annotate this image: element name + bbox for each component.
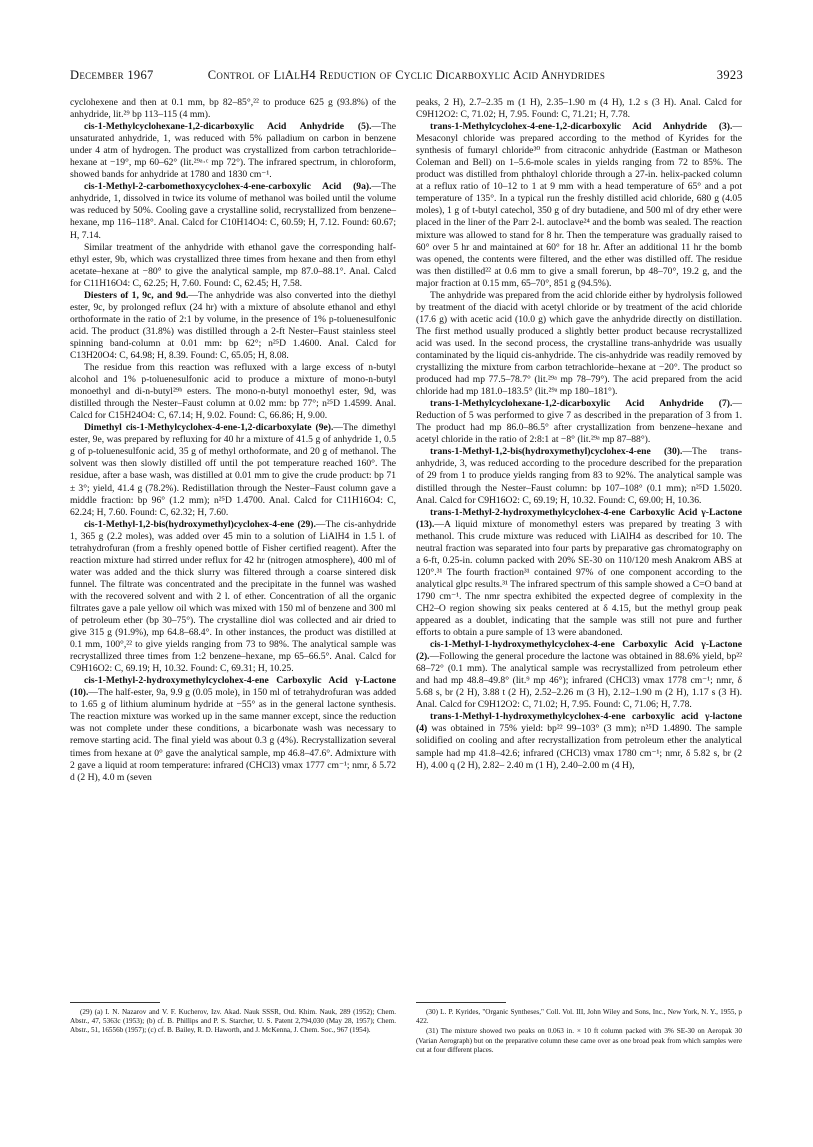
paragraph xyxy=(70,290,396,362)
paragraph xyxy=(416,121,742,290)
footnote: (29) (a) I. N. Nazarov and V. F. Kucherov, Izv. Akad. Nauk SSSR, Otd. Khim. Nauk, 289 (1952); Chem. Abstr., 47, 5363c (1953); (b) cf. B. Phillips and P. S. Starcher, U. S. Patent 2,794,030 (May 28, 1957); Chem. Abstr., 51, 16556b (1957); (c) cf. B. Bailey, R. D. Haworth, and J. McKenna, J. Chem. Soc., 967 (1954). xyxy=(70,1008,396,1035)
header-date: December 1967 xyxy=(70,68,154,82)
compound-heading: trans-1-Methyl-2-hydroxymethylcyclohex-4-ene Carboxylic Acid γ-Lactone (13). xyxy=(416,506,742,530)
paragraph xyxy=(70,362,396,422)
compound-heading: cis-1-Methyl-1,2-bis(hydroxymethyl)cyclohex-4-ene (29). xyxy=(84,518,316,530)
compound-heading: cis-1-Methyl-2-hydroxymethylcyclohex-4-ene Carboxylic Acid γ-Lactone (10). xyxy=(70,675,396,699)
paragraph-text: —A liquid mixture of monomethyl esters was prepared by treating 3 with methanol. This crude mixture was reduced with LiAlH4 as described for 10. The neutral fraction was separated into four parts by preparative gas chromatography on a 6-ft, 0.25-in. column packed with 20% SE-30 on 110/120 mesh Anakrom ABS at 120°.³¹ The fourth fraction³¹ contained 97% of one component according to the analytical glpc results.³¹ The infrared spectrum of this sample showed a C=O band at 1790 cm⁻¹. The nmr spectra exhibited the expected degree of complexity in the CH2–O region showing six peaks centered at δ 4.15, but the methyl group peak appeared as a doublet, indicating that the sample was still not pure and further efforts to obtain a pure sample of 13 were abandoned. xyxy=(416,518,742,639)
compound-heading: Diesters of 1, 9c, and 9d. xyxy=(84,289,189,301)
paragraph-text: —The unsaturated anhydride, 1, was reduced with 5% palladium on carbon in benzene under 4 atm of hydrogen. The product was crystallized from carbon tetrachloride–hexane at −19°, mp 60–62° (lit.²⁹ᵃ·ᶜ mp 72°). The infrared spectrum, in chloroform, showed bands for anhydride at 1780 and 1830 cm⁻¹. xyxy=(70,121,396,181)
paragraph xyxy=(416,446,742,506)
footnotes-left xyxy=(70,1008,396,1037)
compound-heading: trans-1-Methyl-1,2-bis(hydroxymethyl)cyclohex-4-ene (30). xyxy=(430,446,683,458)
header-page-number: 3923 xyxy=(716,68,743,82)
compound-heading: cis-1-Methylcyclohexane-1,2-dicarboxylic Acid Anhydride (5). xyxy=(84,121,372,133)
right-text-column xyxy=(416,97,742,772)
paragraph-text: —The anhydride was also converted into the diethyl ester, 9c, by prolonged reflux (24 hr) with a mixture of absolute ethanol and ethyl orthoformate in the ratio of 2:1 by volume, in the presence of 1% p-toluenesulfonic acid. The product (31.8%) was distilled through a 2-ft Nester–Faust stainless steel spinning band-column at 0.01 mm: bp 62°; n²⁵D 1.4600. Anal. Calcd for C13H20O4: C, 64.98; H, 8.39. Found: C, 65.05; H, 8.08. xyxy=(70,289,396,361)
paragraph xyxy=(70,519,396,676)
paragraph xyxy=(70,675,396,783)
paragraph-text: —Mesaconyl chloride was prepared according to the method of Kyrides for the synthesis of fumaryl chloride³⁰ from citraconic anhydride (Eastman or Matheson Coleman and Bell) on 1–5.6-mole scales in yields ranging from 72 to 85%. The product was distilled from phthaloyl chloride through a 27-in. helix-packed column at a reflux ratio of 10–12 to 1 at 9 mm with a head temperature of 65° and a pot temperature of 135°. In a typical run the freshly distilled acid chloride, 680 g (4.05 moles), 1 g of t-butyl catechol, 350 g of dry butadiene, and 500 ml of dry ether were placed in the liner of the Parr 2-l. autoclave²⁴ and the bomb was sealed. The reaction mixture was allowed to stand for 8 hr. Then the temperature was gradually raised to 60° over 5 hr and maintained at 60° for 18 hr. After an additional 11 hr the bomb was opened, the contents were filtered, and the ether was distilled off. The residue was then distilled²² at 0.6 mm to give a small forerun, bp 48–70°, 19.2 g, and the major fraction at 0.15 mm, 65–70°, 851 g (94.5%). xyxy=(416,121,742,289)
compound-heading: trans-1-Methylcyclohex-4-ene-1,2-dicarboxylic Acid Anhydride (3). xyxy=(430,121,733,133)
paragraph xyxy=(416,290,742,398)
paragraph xyxy=(70,97,396,121)
paragraph-text: —The trans-anhydride, 3, was reduced according to the procedure described for the preparation of 29 from 1 to produce yields ranging from 83 to 92%. The analytical sample was distilled through the Nester–Faust column: bp 107–108° (0.1 mm); n²⁵D 1.5020. Anal. Calcd for C9H16O2: C, 69.19; H, 10.32. Found: C, 69.00; H, 10.36. xyxy=(416,446,742,506)
compound-heading: trans-1-Methyl-1-hydroxymethylcyclohex-4-ene carboxylic acid γ-lactone (4) xyxy=(416,711,742,735)
paragraph-text: The anhydride was prepared from the acid chloride either by hydrolysis followed by treatment of the diacid with acetyl chloride or by treatment of the acid chloride (17.6 g) with acetic acid (10.0 g) which gave the anhydride directly on distillation. The first method usually produced a slightly better product because recrystallized acid was used. In the second process, the crystalline trans-anhydride was usually contaminated by the liquid cis-anhydride. The cis-anhydride was readily removed by crystallizing the mixture from carbon tetrachloride–hexane at −20°. The product so produced had mp 77.5–78.7° (lit.²⁹ᵃ mp 78–79°). The acid prepared from the acid chloride had mp 181.0–183.5° (lit.²⁹ᵃ mp 180–181°). xyxy=(416,289,742,398)
compound-heading: trans-1-Methylcyclohexane-1,2-dicarboxylic Acid Anhydride (7). xyxy=(430,398,733,410)
footnote-rule-left xyxy=(70,1002,160,1003)
paragraph xyxy=(416,711,742,771)
paragraph xyxy=(416,97,742,121)
paragraph-text: —The half-ester, 9a, 9.9 g (0.05 mole), in 150 ml of tetrahydrofuran was added to 1.65 g of lithium aluminum hydride at −55° as in the general lactone synthesis. The reaction mixture was worked up in the same manner except, since the reduction was not complete under these conditions, a bicarbonate wash was necessary to remove starting acid. The final yield was about 0.3 g (4%). Recrystallization several times from hexane at 0° gave the analytical sample, mp 46.8–47.6°. Admixture with 2 gave a liquid at room temperature: infrared (CHCl3) νmax 1777 cm⁻¹; nmr, δ 5.72 d (2 H), 4.0 m (seven xyxy=(70,687,396,783)
compound-heading: cis-1-Methyl-1-hydroxymethylcyclohex-4-ene Carboxylic Acid γ-Lactone (2). xyxy=(416,639,742,663)
compound-heading: Dimethyl cis-1-Methylcyclohex-4-ene-1,2-dicarboxylate (9e). xyxy=(84,422,334,434)
header-running-title: Control of LiAlH4 Reduction of Cyclic Dicarboxylic Acid Anhydrides xyxy=(207,68,606,82)
paragraph-text: —The cis-anhydride 1, 365 g (2.2 moles), was added over 45 min to a solution of LiAlH4 in 1.5 l. of tetrahydrofuran (from a freshly opened bottle of Fisher certified reagent). After the reaction mixture had stirred under reflux for 42 hr (nitrogen atmosphere), 400 ml of water was added and the thick slurry was filtered through a coarse sintered disk funnel. The filtrate was concentrated and the precipitate in the funnel was washed with the recovered solvent and with 2 l. of ether. Concentration of all the organic filtrates gave a pale yellow oil which was mixed with 150 ml of benzene and 300 ml of petroleum ether (bp 30–75°). The crystalline diol was collected and air dried to give 315 g (91.9%), mp 64.8–68.4°. In other instances, the product was distilled at 0.1 mm, 100°,²² to give yields ranging from 73 to 98%. The analytical sample was recrystallized three times from 1:2 benzene–hexane, mp 65–66.5°. Anal. Calcd for C9H16O2: C, 69.19; H, 10.32. Found: C, 69.31; H, 10.25. xyxy=(70,518,397,675)
paragraph-text: —The anhydride, 1, dissolved in twice its volume of methanol was boiled until the volume was reduced by 50%. Cooling gave a crystalline solid, recrystallized from benzene–hexane, mp 116–118°. Anal. Calcd for C10H14O4: C, 60.59; H, 7.12. Found: 60.67; H, 7.14. xyxy=(70,181,396,241)
paragraph-text: was obtained in 75% yield: bp²² 99–103° (3 mm); n²⁵D 1.4890. The sample solidified on cooling and after recrystallization from petroleum ether the analytical sample had mp 41.8–42.6; infrared (CHCl3) νmax 1780 cm⁻¹; nmr, δ 5.82 s, br (2 H), 4.00 q (2 H), 2.82– 2.40 m (1 H), 2.40–2.00 m (4 H), xyxy=(416,723,742,771)
paragraph xyxy=(70,422,396,518)
paragraph xyxy=(416,507,742,640)
paragraph-text: peaks, 2 H), 2.7–2.35 m (1 H), 2.35–1.90 m (4 H), 1.2 s (3 H). Anal. Calcd for C9H12O2: C, 71.02; H, 7.95. Found: C, 71.21; H, 7.78. xyxy=(416,97,742,121)
paragraph xyxy=(70,242,396,290)
footnote: (31) The mixture showed two peaks on 0.063 in. × 10 ft column packed with 3% SE-30 on Aeropak 30 (Varian Aerograph) but on the preparative column these came over as one broad peak from which samples were cut at four different places. xyxy=(416,1027,742,1054)
compound-heading: cis-1-Methyl-2-carbomethoxycyclohex-4-ene-carboxylic Acid (9a). xyxy=(84,181,372,193)
paragraph-text: —Following the general procedure the lactone was obtained in 88.6% yield, bp²² 68–72° (0.1 mm). The analytical sample was recrystallized from petroleum ether and had mp 48.8–49.8° (lit.⁹ mp 46°); infrared (CHCl3) νmax 1778 cm⁻¹; nmr, δ 5.68 s, br (2 H), 3.88 t (2 H), 2.52–2.26 m (3 H), 2.12–1.90 m (2 H), 1.17 s (3 H). Anal. Calcd for C9H12O2: C, 71.02; H, 7.95. Found: C, 71.06; H, 7.78. xyxy=(416,651,742,711)
footnote-rule-right xyxy=(416,1002,506,1003)
paragraph-text: —Reduction of 5 was performed to give 7 as described in the preparation of 3 from 1. The product had mp 86.0–86.5° after crystallization from benzene–hexane and acetyl chloride in the ratio of 2:8:1 at −8° (lit.²⁹ᵃ mp 87–88°). xyxy=(416,398,742,446)
paragraph xyxy=(416,639,742,711)
paragraph-text: The residue from this reaction was refluxed with a large excess of n-butyl alcohol and 1% p-toluenesulfonic acid to produce a mixture of mono-n-butyl monoethyl and di-n-butyl²⁹ᵇ esters. The mono-n-butyl monoethyl ester, 9d, was distilled through the Nester–Faust column at 0.02 mm: bp 77°; n²⁵D 1.4599. Anal. Calcd for C15H24O4: C, 67.14; H, 9.02. Found: C, 66.86; H, 9.00. xyxy=(70,362,396,422)
running-header xyxy=(70,68,743,86)
left-text-column xyxy=(70,97,396,784)
paragraph-text: cyclohexene and then at 0.1 mm, bp 82–85°,²² to produce 625 g (93.8%) of the anhydride, lit.²⁹ bp 113–115 (4 mm). xyxy=(70,97,396,121)
paragraph-text: —The dimethyl ester, 9e, was prepared by refluxing for 40 hr a mixture of 41.5 g of anhydride 1, 0.5 g of p-toluenesulfonic acid, 35 g of methyl orthoformate, and 20 g of methanol. The solvent was then slowly distilled off until the pot temperature reached 160°. The residue, after a base wash, was distilled at 0.01 mm to give the crude product: bp 71 ± 3°; yield, 41.4 g (78.2%). Redistillation through the Nester–Faust column gave a middle fraction: bp 96° (1.2 mm); n²⁵D 1.4700. Anal. Calcd for C11H16O4: C, 62.24; H, 7.60. Found: C, 62.32; H, 7.60. xyxy=(70,422,397,518)
footnotes-right xyxy=(416,1008,742,1056)
footnote: (30) L. P. Kyrides, "Organic Syntheses," Coll. Vol. III, John Wiley and Sons, Inc., New York, N. Y., 1955, p 422. xyxy=(416,1008,742,1026)
paragraph xyxy=(416,398,742,446)
paragraph xyxy=(70,181,396,241)
paragraph-text: Similar treatment of the anhydride with ethanol gave the corresponding half-ethyl ester, 9b, which was crystallized three times from hexane and then from ethyl acetate–hexane at −80° to give the analytical sample, mp 87.0–88.1°. Anal. Calcd for C11H16O4: C, 62.25; H, 7.60. Found: C, 62.45; H, 7.58. xyxy=(70,241,396,289)
paragraph xyxy=(70,121,396,181)
